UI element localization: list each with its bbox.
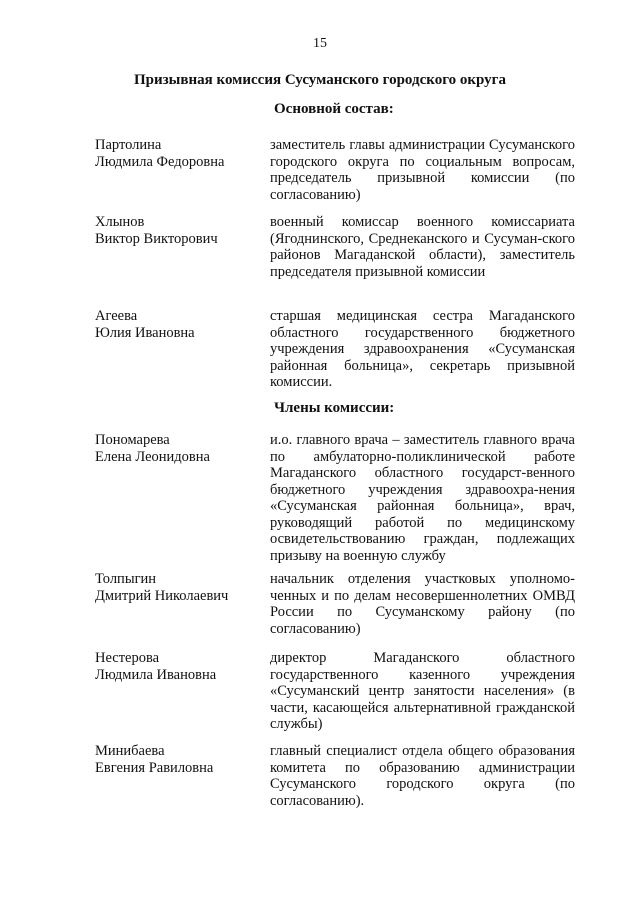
member-role: старшая медицинская сестра Магаданского областного государственного бюджетного учреждения здравоохранения «Сусуманская районная больница», секретарь призывной комиссии. (270, 308, 575, 390)
member-last-name: Пономарева (95, 432, 170, 448)
page-number: 15 (313, 36, 327, 51)
section-title-main: Основной состав: (274, 101, 394, 117)
member-last-name: Хлынов (95, 214, 145, 230)
page-title: Призывная комиссия Сусуманского городского округа (134, 72, 506, 88)
member-first-name: Юлия Ивановна (95, 324, 195, 341)
section-title-members: Члены комиссии: (274, 400, 395, 416)
member-last-name: Минибаева (95, 743, 165, 759)
member-name (95, 137, 265, 170)
member-last-name: Толпыгин (95, 571, 157, 587)
member-last-name: Агеева (95, 308, 138, 324)
member-name (95, 571, 265, 604)
member-first-name: Елена Леонидовна (95, 448, 210, 465)
member-role: начальник отделения участковых уполномо-ченных и по делам несовершеннолетних ОМВД России по Сусуманскому району (по согласованию) (270, 571, 575, 637)
member-first-name: Людмила Ивановна (95, 666, 217, 683)
member-name (95, 214, 265, 247)
member-name (95, 432, 265, 465)
member-first-name: Дмитрий Николаевич (95, 587, 229, 604)
member-name (95, 308, 265, 341)
member-last-name: Партолина (95, 137, 162, 153)
member-first-name: Людмила Федоровна (95, 153, 225, 170)
member-role: заместитель главы администрации Сусуманского городского округа по социальным вопросам, председатель призывной комиссии (по согласованию) (270, 137, 575, 203)
member-name (95, 743, 265, 776)
member-name (95, 650, 265, 683)
member-role: главный специалист отдела общего образования комитета по образованию администрации Сусуманского городского округа (по согласованию). (270, 743, 575, 809)
member-first-name: Евгения Равиловна (95, 759, 214, 776)
member-role: и.о. главного врача – заместитель главного врача по амбулаторно-поликлинической работе Магаданского областного государст-венного бюджетного учреждения здравоохра-нения «Сусуманская районная больница», врач, руководящий работой по медицинскому освидетельствованию граждан, подлежащих призыву на военную службу (270, 432, 575, 564)
member-first-name: Виктор Викторович (95, 230, 218, 247)
member-role: военный комиссар военного комиссариата (Ягоднинского, Среднеканского и Сусуман-ского районов Магаданской области), заместитель председателя призывной комиссии (270, 214, 575, 280)
member-last-name: Нестерова (95, 650, 160, 666)
member-role: директор Магаданского областного государственного казенного учреждения «Сусуманский центр занятости населения» (в части, касающейся альтернативной гражданской службы) (270, 650, 575, 732)
